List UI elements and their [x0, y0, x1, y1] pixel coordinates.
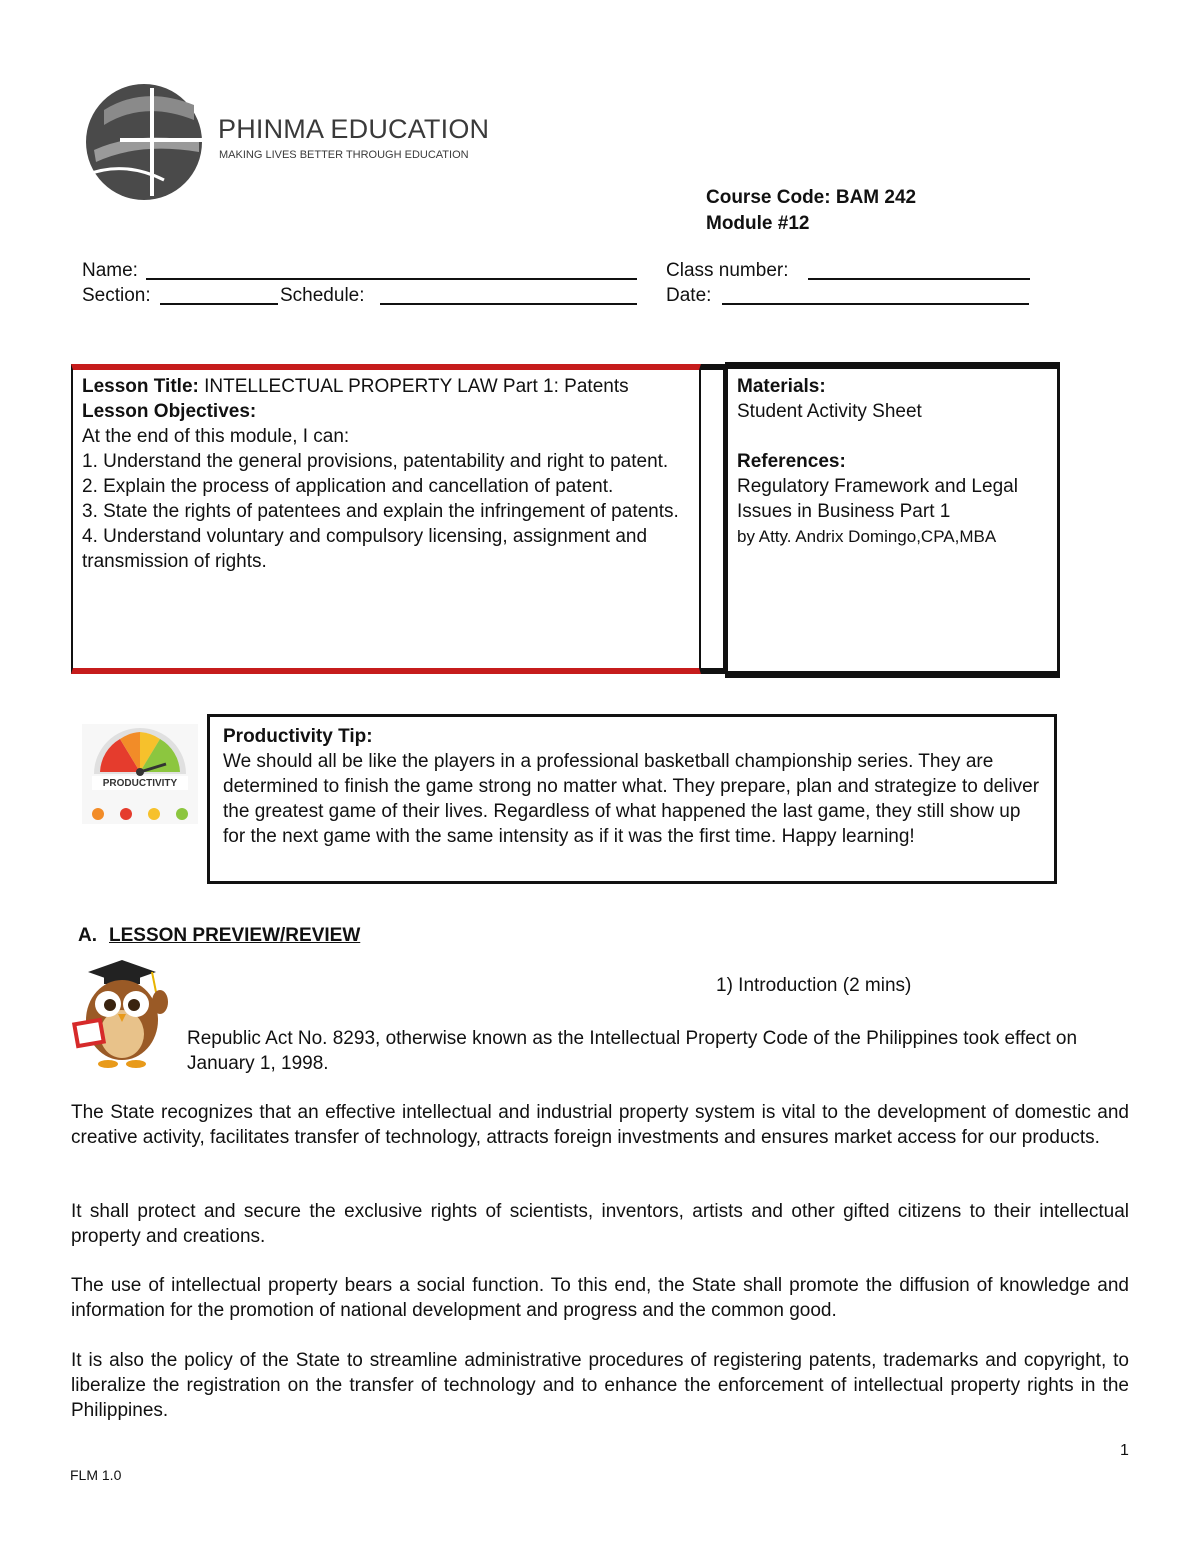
objective-item: 4. Understand voluntary and compulsory licensing, assignment and transmission of rights.	[82, 526, 648, 572]
paragraph: The State recognizes that an effective intellectual and industrial property system is vital to the development of domestic and creative activity, facilitates transfer of technology, attracts foreign investments and ensures market access for our products.	[71, 1102, 1129, 1148]
tip-label: Productivity Tip:	[223, 726, 373, 747]
objective-item: 3. State the rights of patentees and explain the infringement of patents.	[82, 501, 679, 522]
schedule-label: Schedule:	[280, 285, 365, 306]
course-info	[706, 185, 916, 237]
name-label: Name:	[82, 260, 138, 281]
section-title: LESSON PREVIEW/REVIEW	[109, 925, 361, 946]
class-number-field[interactable]	[808, 278, 1030, 280]
date-label: Date:	[666, 285, 712, 306]
course-code: Course Code: BAM 242	[706, 187, 917, 208]
module-number: Module #12	[706, 213, 810, 234]
logo-tagline: MAKING LIVES BETTER THROUGH EDUCATION	[219, 149, 469, 161]
references-label: References:	[737, 451, 846, 472]
reference-author: by Atty. Andrix Domingo,CPA,MBA	[737, 527, 997, 546]
tip-text: We should all be like the players in a professional basketball championship series. They are determined to finish the game strong no matter what. They prepare, plan and strategize to deliver the greatest game of their lives. Regardless of what happened the last game, they still show up for the next game with the same intensity as if it was the first time. Happy learning!	[223, 751, 1040, 847]
logo-name: PHINMA EDUCATION	[218, 114, 490, 144]
lesson-title-label: Lesson Title:	[82, 376, 199, 397]
name-field[interactable]	[146, 278, 637, 280]
class-number-label: Class number:	[666, 260, 789, 281]
lesson-title: INTELLECTUAL PROPERTY LAW Part 1: Patents	[204, 376, 629, 397]
reference-title: Regulatory Framework and Legal Issues in Business Part 1	[737, 476, 1018, 522]
section-a-heading	[78, 925, 360, 947]
paragraph: The use of intellectual property bears a social function. To this end, the State shall promote the diffusion of knowledge and information for the promotion of national development and progress and the common good.	[71, 1275, 1129, 1321]
paragraph: It is also the policy of the State to streamline administrative procedures of registering patents, trademarks and copyright, to liberalize the registration on the transfer of technology and to enhance the enforcement of intellectual property rights in the Philippines.	[71, 1350, 1129, 1421]
paragraph: It shall protect and secure the exclusive rights of scientists, inventors, artists and other gifted citizens to their intellectual property and creations.	[71, 1201, 1129, 1247]
productivity-tip	[223, 724, 1043, 849]
objectives-label: Lesson Objectives:	[82, 401, 257, 422]
objectives-intro: At the end of this module, I can:	[82, 426, 350, 447]
productivity-icon-label: PRODUCTIVITY	[102, 778, 178, 789]
table-divider	[701, 364, 725, 674]
lesson-content	[82, 374, 692, 574]
ra-8293-text: Republic Act No. 8293, otherwise known as the Intellectual Property Code of the Philippines took effect on January 1, 1998.	[187, 1028, 1078, 1074]
introduction-heading: 1) Introduction (2 mins)	[716, 975, 912, 996]
productivity-gauge-icon	[80, 722, 200, 826]
section-label: Section:	[82, 285, 151, 306]
section-letter: A.	[78, 925, 97, 946]
schedule-field[interactable]	[380, 303, 637, 305]
owl-mascot-icon	[68, 958, 176, 1070]
materials-value: Student Activity Sheet	[737, 401, 922, 422]
section-field[interactable]	[160, 303, 278, 305]
objective-item: 1. Understand the general provisions, patentability and right to patent.	[82, 451, 669, 472]
version-label: FLM 1.0	[70, 1467, 122, 1483]
materials-content	[737, 374, 1052, 549]
phinma-logo-icon	[84, 80, 209, 202]
objective-item: 2. Explain the process of application and cancellation of patent.	[82, 476, 614, 497]
materials-label: Materials:	[737, 376, 826, 397]
date-field[interactable]	[722, 303, 1029, 305]
page-number: 1	[1120, 1442, 1129, 1459]
